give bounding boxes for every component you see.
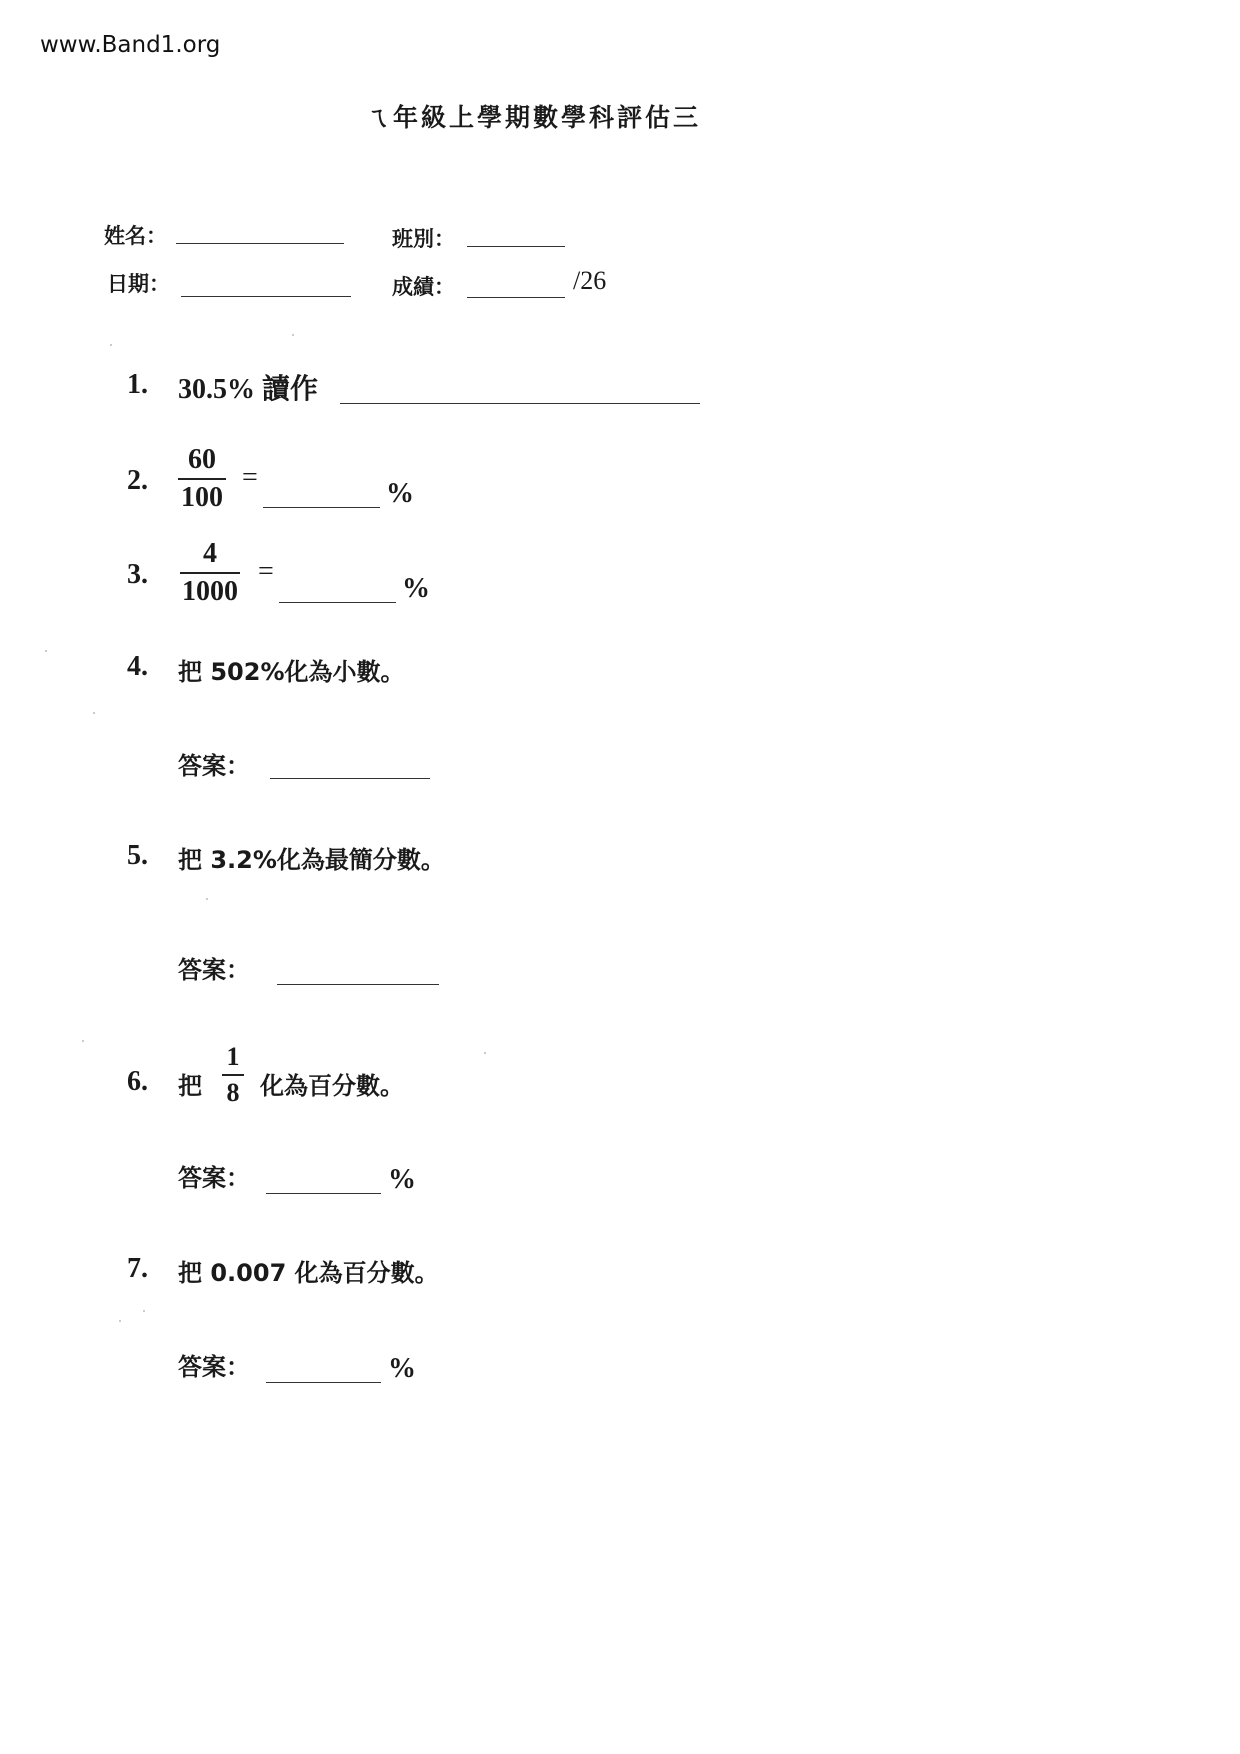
question-6-answer-line[interactable]	[266, 1193, 381, 1194]
question-2-numerator: 60	[188, 444, 216, 475]
question-3-number: 3.	[127, 559, 148, 590]
date-field[interactable]	[181, 296, 351, 297]
question-7-text: 把 0.007 化為百分數。	[178, 1259, 439, 1287]
question-2-equals: =	[242, 462, 258, 493]
question-3-equals: =	[258, 556, 274, 587]
question-2-answer-line[interactable]	[263, 507, 380, 508]
question-6-prefix: 把	[178, 1072, 202, 1100]
question-3-answer-line[interactable]	[279, 602, 396, 603]
scan-speck	[206, 898, 208, 900]
scan-speck	[110, 344, 112, 346]
question-2-fraction	[178, 444, 226, 514]
question-2-number: 2.	[127, 465, 148, 496]
date-label: 日期：	[107, 272, 170, 296]
question-6-number: 6.	[127, 1066, 148, 1097]
question-5-text: 把 3.2%化為最簡分數。	[178, 846, 445, 874]
name-label: 姓名：	[104, 224, 167, 248]
scan-speck	[143, 1310, 145, 1312]
scan-speck	[45, 650, 47, 652]
scan-speck	[82, 1040, 84, 1042]
fraction-bar	[180, 572, 240, 574]
class-label: 班別：	[392, 227, 455, 251]
fraction-bar	[222, 1074, 244, 1076]
scan-speck	[93, 712, 95, 714]
score-total: /26	[573, 266, 607, 295]
question-6-answer-label: 答案：	[178, 1164, 250, 1192]
question-5-answer-label: 答案：	[178, 956, 250, 984]
page-title: ㄟ年級上學期數學科評估三	[365, 103, 702, 132]
question-2-denominator: 100	[181, 482, 223, 513]
scan-speck	[292, 334, 294, 336]
question-6-suffix: 化為百分數。	[260, 1072, 404, 1100]
name-field[interactable]	[176, 243, 344, 244]
question-5-number: 5.	[127, 840, 148, 871]
question-7-answer-label: 答案：	[178, 1353, 250, 1381]
scan-speck	[484, 1052, 486, 1054]
question-7-answer-line[interactable]	[266, 1382, 381, 1383]
question-3-unit: %	[402, 573, 430, 604]
question-3-fraction	[180, 538, 240, 608]
question-1-text: 30.5% 讀作	[178, 374, 319, 405]
score-field[interactable]	[467, 297, 565, 298]
question-4-text: 把 502%化為小數。	[178, 658, 405, 686]
question-7-number: 7.	[127, 1253, 148, 1284]
question-3-denominator: 1000	[182, 576, 238, 607]
question-4-answer-line[interactable]	[270, 778, 430, 779]
question-1-number: 1.	[127, 369, 148, 400]
question-1-answer-line[interactable]	[340, 403, 700, 404]
score-label: 成績：	[392, 275, 455, 299]
class-field[interactable]	[467, 246, 565, 247]
question-5-answer-line[interactable]	[277, 984, 439, 985]
question-4-number: 4.	[127, 651, 148, 682]
question-4-answer-label: 答案：	[178, 752, 250, 780]
scan-speck	[119, 1320, 121, 1322]
question-6-numerator: 1	[226, 1042, 240, 1071]
question-6-fraction	[222, 1042, 244, 1108]
question-6-denominator: 8	[226, 1078, 240, 1107]
question-7-unit: %	[388, 1353, 416, 1384]
question-6-unit: %	[388, 1164, 416, 1195]
question-2-unit: %	[386, 478, 414, 509]
fraction-bar	[178, 478, 226, 480]
question-3-numerator: 4	[203, 538, 217, 569]
site-url: www.Band1.org	[40, 32, 221, 58]
